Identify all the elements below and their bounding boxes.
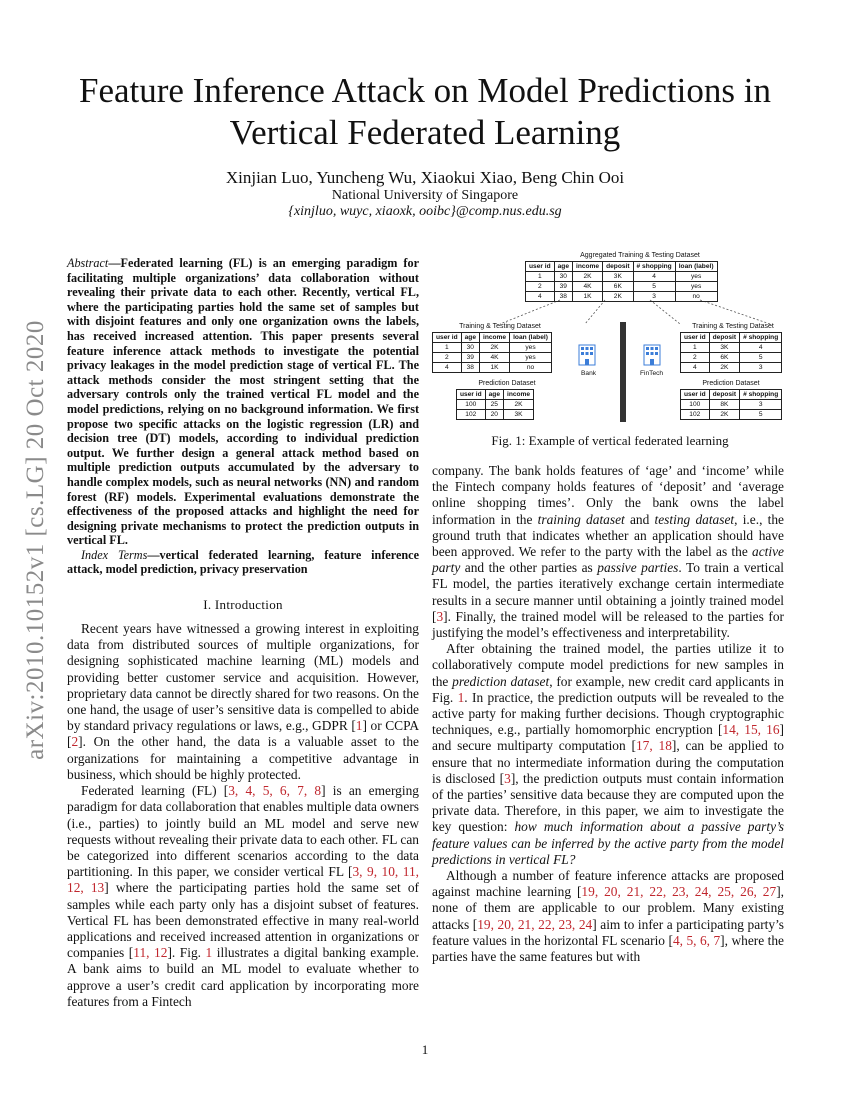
author-emails: {xinjluo, wuyc, xiaoxk, ooibc}@comp.nus.edu.sg xyxy=(288,204,562,219)
intro-paragraph-2: Federated learning (FL) [3, 4, 5, 6, 7, 8] is an emerging paradigm for data collaboration that enables multiple data owners (i.e., parties) to jointly build an ML model and serve new requests without revealing their private data to each other. FL can be categorized into different scenarios according to the data partitioning. In this paper, we consider vertical FL [3, 9, 10, 11, 12, 13] where the participating parties hold the same set of samples while each party only has a disjoint subset of features. Vertical FL has been demonstrated effective in many real-world applications and received increased attention in organizations or companies [11, 12]. Fig. 1 illustrates a digital banking example. A bank aims to build an ML model to evaluate whether to approve a user’s credit card application by incorporating more features from a Fintech xyxy=(67,783,420,1009)
citation-link[interactable]: 3, 4, 5, 6, 7, 8 xyxy=(228,783,322,799)
left-column xyxy=(67,256,419,1010)
index-terms-text: —vertical federated learning, feature inference attack, model prediction, privacy preservation xyxy=(67,547,419,577)
table-row: 2 39 4K 6K 5 yes xyxy=(526,282,718,292)
right-column xyxy=(432,463,784,965)
arxiv-stamp-text: arXiv:2010.10152v1 [cs.LG] 20 Oct 2020 xyxy=(22,320,49,760)
figure-vertical-fl xyxy=(430,252,790,440)
fintech-pred-table: user id deposit # shopping 100 8K 3 102 2K 5 xyxy=(680,389,782,420)
section-heading-introduction: I. Introduction xyxy=(203,597,283,613)
table-row: 4 2K 3 xyxy=(681,363,782,373)
citation-link[interactable]: 3 xyxy=(436,608,444,624)
table-row: 1 30 2K yes xyxy=(433,343,552,353)
fintech-building-icon xyxy=(643,344,661,366)
party-divider xyxy=(620,322,626,422)
citation-link[interactable]: 3 xyxy=(504,770,511,786)
index-terms-label: Index Terms xyxy=(81,547,148,562)
citation-link[interactable]: 14, 15, 16 xyxy=(722,722,780,738)
bank-train-table: user id age income loan (label) 1 30 2K yes 2 39 4K yes 4 38 1K no xyxy=(432,332,552,373)
intro-paragraph-4: After obtaining the trained model, the parties utilize it to collaboratively compute model predictions for new samples in the prediction dataset, for example, new credit card applicants in Fig. 1. In practice, the prediction outputs will be revealed to the active party for making further decisions. Though cryptographic techniques, e.g., partially homomorphic encryption [14, 15, 16] and secure multiparty computation [17, 18], can be applied to ensure that no intermediate information during the computation is disclosed [3], the prediction outputs must contain information of the parties’ sensitive data because they are computed upon the private data. Therefore, in this paper, we aim to investigate the key question: how much information about a passive party’s feature values can be inferred by the active party from the model predictions in vertical FL? xyxy=(432,641,785,867)
table-row: 102 2K 5 xyxy=(681,410,782,420)
bank-train-table-title: Training & Testing Dataset xyxy=(459,323,541,330)
citation-link[interactable]: 19, 20, 21, 22, 23, 24, 25, 26, 27 xyxy=(581,884,777,900)
figure-caption: Fig. 1: Example of vertical federated learning xyxy=(491,433,729,448)
intro-paragraph-5: Although a number of feature inference attacks are proposed against machine learning [19, 20, 21, 22, 23, 24, 25, 26, 27], none of them are applicable to our problem. Many existing attacks [19, 20, 21, 22, 23, 24] aim to infer a participating party’s feature values in the horizontal FL scenario [4, 5, 6, 7], where the parties have the same features but with xyxy=(432,868,784,965)
title-line-1: Feature Inference Attack on Model Predictions in xyxy=(78,71,771,110)
index-terms xyxy=(67,548,419,577)
citation-link[interactable]: 4, 5, 6, 7 xyxy=(672,932,721,948)
table-row: 1 3K 4 xyxy=(681,343,782,353)
title-line-2: Vertical Federated Learning xyxy=(229,113,621,152)
fintech-train-table-title: Training & Testing Dataset xyxy=(692,323,774,330)
abstract-text: —Federated learning (FL) is an emerging paradigm for facilitating multiple organizations’ data collaboration without revealing their private data to each other. Recently, vertical FL, where the participating parties hold the same set of samples but with disjoint features and only one organization owns the labels, has received increased attention. This paper presents several feature inference attack methods to investigate the potential privacy leakages in the model prediction stage of vertical FL. The attack methods consider the most stringent setting that the adversary controls only the trained vertical FL model and the model predictions, relying on no background information. We first propose two specific attacks on the logistic regression (LR) and decision tree (DT) models, according to individual prediction output. We further design a general attack method based on multiple prediction outputs accumulated by the adversary to handle complex models, such as neural networks (NN) and random forest (RF) models. Experimental evaluations demonstrate the effectiveness of the proposed attacks and highlight the need for designing private mechanisms to protect the prediction outputs in vertical FL. xyxy=(67,256,419,548)
figure-link[interactable]: 1 xyxy=(457,689,465,705)
citation-link[interactable]: 17, 18 xyxy=(635,738,672,754)
abstract xyxy=(67,256,419,548)
table-row: 100 25 2K xyxy=(457,400,534,410)
intro-paragraph-3: company. The bank holds features of ‘age’ and ‘income’ while the Fintech company holds features of ‘deposit’ and ‘average online shopping times’. Only the bank owns the label information in the training dataset and testing dataset, i.e., the ground truth that indicates whether an application should have been approved. We refer to the party with the label as the active party and the other parties as passive parties. To train a vertical FL model, the parties iteratively exchange certain intermediate results in a secure manner until obtaining a jointly trained model [3]. Finally, the trained model will be released to the parties for justifying the model’s effectiveness and interpretability. xyxy=(432,463,784,641)
page-number: 1 xyxy=(421,1042,429,1057)
arxiv-stamp xyxy=(22,290,50,790)
citation-link[interactable]: 1 xyxy=(355,718,363,734)
table-row: 2 39 4K yes xyxy=(433,353,552,363)
table-row: 100 8K 3 xyxy=(681,400,782,410)
fintech-label: FinTech xyxy=(640,370,664,377)
bank-building-icon xyxy=(578,344,596,366)
figure-link[interactable]: 1 xyxy=(205,945,213,961)
abstract-label: Abstract xyxy=(67,256,109,270)
table-row: 102 20 3K xyxy=(457,410,534,420)
citation-link[interactable]: 2 xyxy=(71,734,79,750)
table-row: 4 38 1K 2K 3 no xyxy=(526,292,718,302)
bank-pred-table: user id age income 100 25 2K 102 20 3K xyxy=(456,389,534,420)
aggregated-table-title: Aggregated Training & Testing Dataset xyxy=(580,252,700,259)
table-row: 1 30 2K 3K 4 yes xyxy=(526,272,718,282)
bank-label: Bank xyxy=(581,370,597,377)
fintech-pred-table-title: Prediction Dataset xyxy=(702,380,760,387)
citation-link[interactable]: 11, 12 xyxy=(133,945,168,961)
fintech-train-table: user id deposit # shopping 1 3K 4 2 6K 5 4 2K 3 xyxy=(680,332,782,373)
paper-title xyxy=(60,70,790,154)
citation-link[interactable]: 3, 9, 10, 11, 12, 13 xyxy=(67,864,420,896)
citation-link[interactable]: 19, 20, 21, 22, 23, 24 xyxy=(477,916,593,932)
affiliation: National University of Singapore xyxy=(331,188,519,203)
intro-paragraph-1: Recent years have witnessed a growing interest in exploiting data from distributed sources of multiple organizations, for designing sophisticated machine learning (ML) models and providing better customer service and acquisition. However, proprietary data cannot be directly shared for two reasons. On the one hand, the usage of user’s sensitive data is compelled to abide by standard privacy regulations or laws, e.g., GDPR [1] or CCPA [2]. On the other hand, the data is a valuable asset to the organizations for maintaining a competitive advantage in business, which should be highly protected. xyxy=(67,621,419,782)
table-row: 2 6K 5 xyxy=(681,353,782,363)
bank-pred-table-title: Prediction Dataset xyxy=(478,380,536,387)
table-row: 4 38 1K no xyxy=(433,363,552,373)
authors: Xinjian Luo, Yuncheng Wu, Xiaokui Xiao, Beng Chin Ooi xyxy=(225,168,625,187)
aggregated-table: user id age income deposit # shopping loan (label) 1 30 2K 3K 4 yes 2 39 4K 6K 5 yes 4 38 1K 2K 3 no xyxy=(525,261,718,302)
